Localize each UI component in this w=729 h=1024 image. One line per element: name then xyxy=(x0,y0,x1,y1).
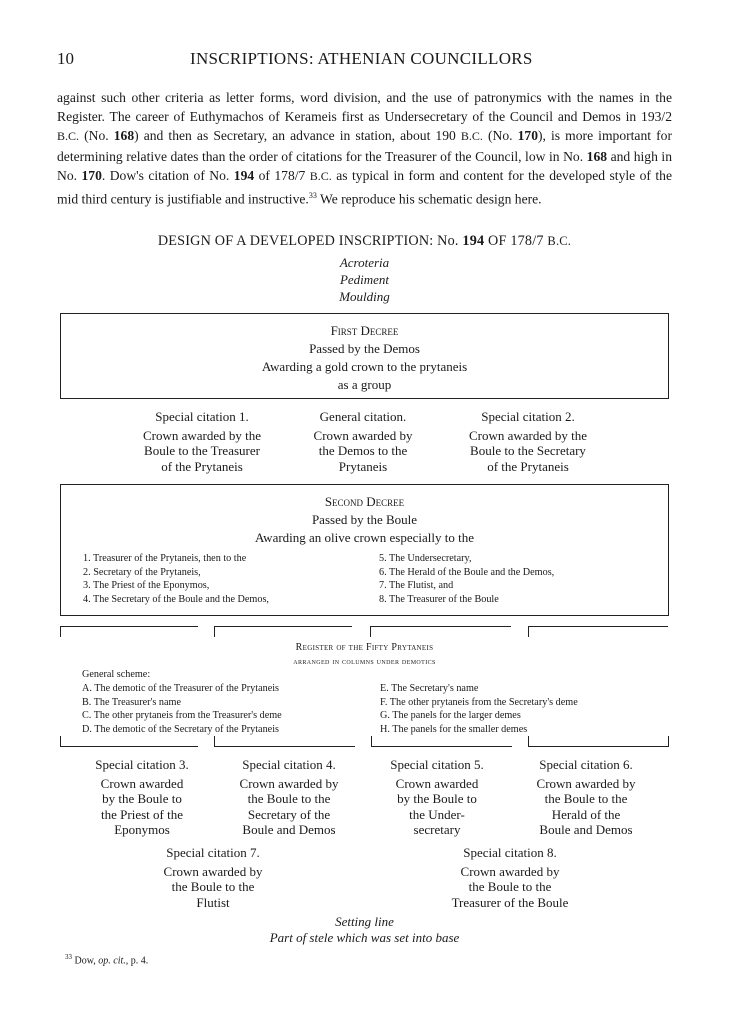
special-citation-3: Special citation 3. Crown awarded by the Boule to the Priest of the Eponymos xyxy=(95,757,189,837)
register-heading: Register of the Fifty Prytaneis arranged in columns under demotics xyxy=(293,642,436,666)
moulding-label: Moulding xyxy=(339,289,390,304)
special-citation-6: Special citation 6. Crown awarded by the Boule to the Herald of the Boule and Demos xyxy=(536,757,636,837)
register-scheme-label: General scheme: xyxy=(82,669,151,680)
special-citation-8: Special citation 8. Crown awarded by the Boule to the Treasurer of the Boule xyxy=(451,845,569,910)
intro-paragraph: against such other criteria as letter forms, word division, and the use of patronymics with the names in the Register. The career of Euthymachos of Kerameis first as Undersecretary of the Council and Demos in 193/2 B.C. (No. 168) and then as Secretary, an advance in station, about 190 B.C. (No. 170), is more important for determining relative dates than the order of citations for the Treasurer of the Council, low in No. 168 and high in No. 170. Dow's citation of No. 194 of 178/7 B.C. as typical in form and content for the developed style of the mid third century is justifiable and instructive.$^{33}$ We reproduce his schematic design here. xyxy=(57,90,672,207)
footnote: $^{33}$ Dow, op. cit., p. 4. xyxy=(65,953,149,967)
page-number: 10 xyxy=(57,49,74,68)
design-title: DESIGN OF A DEVELOPED INSCRIPTION: No. 194 OF 178/7 B.C. xyxy=(157,233,572,249)
column-bracket xyxy=(371,736,512,747)
pediment-label: Pediment xyxy=(339,272,390,287)
register-scheme-right: E. The Secretary's name F. The other prytaneis from the Secretary's deme G. The panels for the larger demes H. The panels for the smaller demes xyxy=(380,683,578,735)
column-bracket xyxy=(60,736,198,747)
special-citation-7: Special citation 7. Crown awarded by the Boule to the Flutist xyxy=(163,845,263,910)
first-decree-box: First Decree Passed by the Demos Awarding a gold crown to the prytaneis as a group xyxy=(60,313,669,399)
footnote-ref: 33 xyxy=(308,191,317,201)
special-citation-2: Special citation 2. Crown awarded by the Boule to the Secretary of the Prytaneis xyxy=(468,409,588,474)
running-title: INSCRIPTIONS: ATHENIAN COUNCILLORS xyxy=(190,49,533,68)
second-decree-box: Second Decree Passed by the Boule Awarding an olive crown especially to the 1. Treasurer of the Prytaneis, then to the 2. Secretary of the Prytaneis, 3. The Priest of the Eponymos, 4. The Secretary of the Boule and the Demos, 5. The Undersecretary, 6. The Herald of the Boule and the Demos, 7. The Flutist, and 8. The Treasurer of the Boule xyxy=(60,484,669,616)
setting-line: Setting line Part of stele which was set into base xyxy=(269,914,460,945)
column-bracket xyxy=(528,626,668,637)
second-decree-heading: Second Decree xyxy=(324,494,405,509)
honorees-right: 5. The Undersecretary, 6. The Herald of the Boule and the Demos, 7. The Flutist, and 8. The Treasurer of the Boule xyxy=(379,553,555,605)
column-bracket xyxy=(214,626,352,637)
column-bracket xyxy=(370,626,511,637)
register-scheme-left: A. The demotic of the Treasurer of the Prytaneis B. The Treasurer's name C. The other prytaneis from the Treasurer's deme D. The demotic of the Secretary of the Prytaneis xyxy=(82,683,282,735)
special-citation-5: Special citation 5. Crown awarded by the Boule to the Under- secretary xyxy=(390,757,484,837)
column-bracket xyxy=(214,736,355,747)
honorees-left: 1. Treasurer of the Prytaneis, then to the 2. Secretary of the Prytaneis, 3. The Priest of the Eponymos, 4. The Secretary of the Boule and the Demos, xyxy=(83,553,269,605)
general-citation: General citation. Crown awarded by the Demos to the Prytaneis xyxy=(313,409,413,474)
special-citation-4: Special citation 4. Crown awarded by the Boule to the Secretary of the Boule and Demos xyxy=(239,757,339,837)
column-bracket xyxy=(528,736,669,747)
column-bracket xyxy=(60,626,198,637)
first-decree-heading: First Decree xyxy=(330,323,399,338)
acroteria-label: Acroteria xyxy=(339,255,390,270)
top-labels xyxy=(57,254,672,305)
special-citation-1: Special citation 1. Crown awarded by the Boule to the Treasurer of the Prytaneis xyxy=(142,409,262,474)
